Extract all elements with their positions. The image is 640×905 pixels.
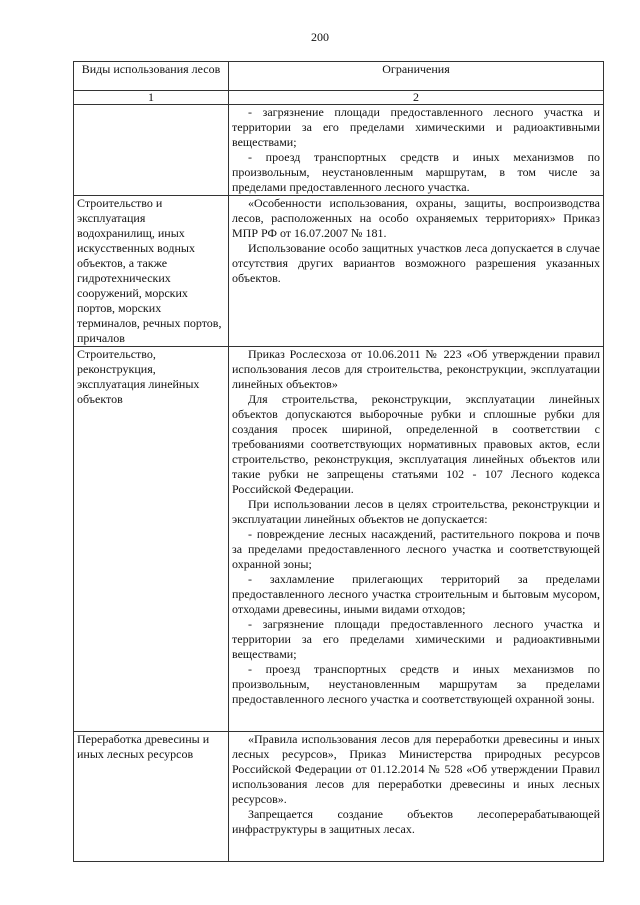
restriction-paragraph: - загрязнение площади предоставленного лесного участка и территории за его пределами химическими и радиоактивными веществами; xyxy=(232,105,600,149)
header-row xyxy=(74,62,604,91)
header-use-types: Виды использования лесов xyxy=(74,62,229,91)
restrictions-table xyxy=(73,61,604,862)
table-row xyxy=(74,732,604,862)
restriction-paragraph: Приказ Рослесхоза от 10.06.2011 № 223 «Об утверждении правил использования лесов для строительства, реконструкции, эксплуатации линейных объектов» xyxy=(232,347,600,391)
restriction-paragraph: - загрязнение площади предоставленного лесного участка и территории за его пределами химическими и радиоактивными веществами; xyxy=(232,617,600,661)
use-type-cell: Строительство, реконструкция, эксплуатация линейных объектов xyxy=(74,347,229,732)
restriction-paragraph: При использовании лесов в целях строительства, реконструкции и эксплуатации линейных объектов не допускается: xyxy=(232,497,600,526)
restriction-cell xyxy=(229,347,604,732)
restriction-paragraph: «Особенности использования, охраны, защиты, воспроизводства лесов, расположенных на особо охраняемых территориях» Приказ МПР РФ от 16.07.2007 № 181. xyxy=(232,196,600,240)
column-number-2: 2 xyxy=(229,91,604,105)
restriction-cell xyxy=(229,732,604,862)
header-restrictions: Ограничения xyxy=(229,62,604,91)
use-type-cell xyxy=(74,105,229,196)
column-number-row xyxy=(74,91,604,105)
restriction-cell xyxy=(229,105,604,196)
table-row xyxy=(74,196,604,347)
use-type-cell: Переработка древесины и иных лесных ресурсов xyxy=(74,732,229,862)
page-number: 200 xyxy=(311,30,329,44)
restriction-paragraph: Запрещается создание объектов лесоперерабатывающей инфраструктуры в защитных лесах. xyxy=(232,807,600,836)
restriction-paragraph: - проезд транспортных средств и иных механизмов по произвольным, неустановленным маршрутам за пределами предоставленного лесного участка и соответствующей охранной зоны. xyxy=(232,662,600,706)
restriction-cell xyxy=(229,196,604,347)
use-type-cell: Строительство и эксплуатация водохранилищ, иных искусственных водных объектов, а также гидротехнических сооружений, морских портов, морских терминалов, речных портов, причалов xyxy=(74,196,229,347)
restriction-paragraph: - захламление прилегающих территорий за пределами предоставленного лесного участка строительным и бытовым мусором, отходами древесины, иными видами отходов; xyxy=(232,572,600,616)
restriction-paragraph: Для строительства, реконструкции, эксплуатации линейных объектов допускаются выборочные рубки и сплошные рубки для создания просек шириной, определенной в соответствии с требованиями соответствующих нормативных правовых актов, если строительство, реконструкция, эксплуатация линейных объектов или такие рубки не запрещены статьями 102 - 107 Лесного кодекса Российской Федерации. xyxy=(232,392,600,496)
restriction-paragraph: - повреждение лесных насаждений, растительного покрова и почв за пределами предоставленного лесного участка и соответствующей охранной зоны; xyxy=(232,527,600,571)
restriction-paragraph: - проезд транспортных средств и иных механизмов по произвольным, неустановленным маршрутам, в том числе за пределами предоставленного лесного участка. xyxy=(232,150,600,194)
restriction-paragraph: «Правила использования лесов для переработки древесины и иных лесных ресурсов», Приказ Министерства природных ресурсов Российской Федерации от 01.12.2014 № 528 «Об утверждении Правил использования лесов для переработки древесины и иных лесных ресурсов». xyxy=(232,732,600,806)
column-number-1: 1 xyxy=(74,91,229,105)
table-row xyxy=(74,347,604,732)
table-row xyxy=(74,105,604,196)
restriction-paragraph: Использование особо защитных участков леса допускается в случае отсутствия других вариантов возможного разрешения указанных объектов. xyxy=(232,241,600,285)
